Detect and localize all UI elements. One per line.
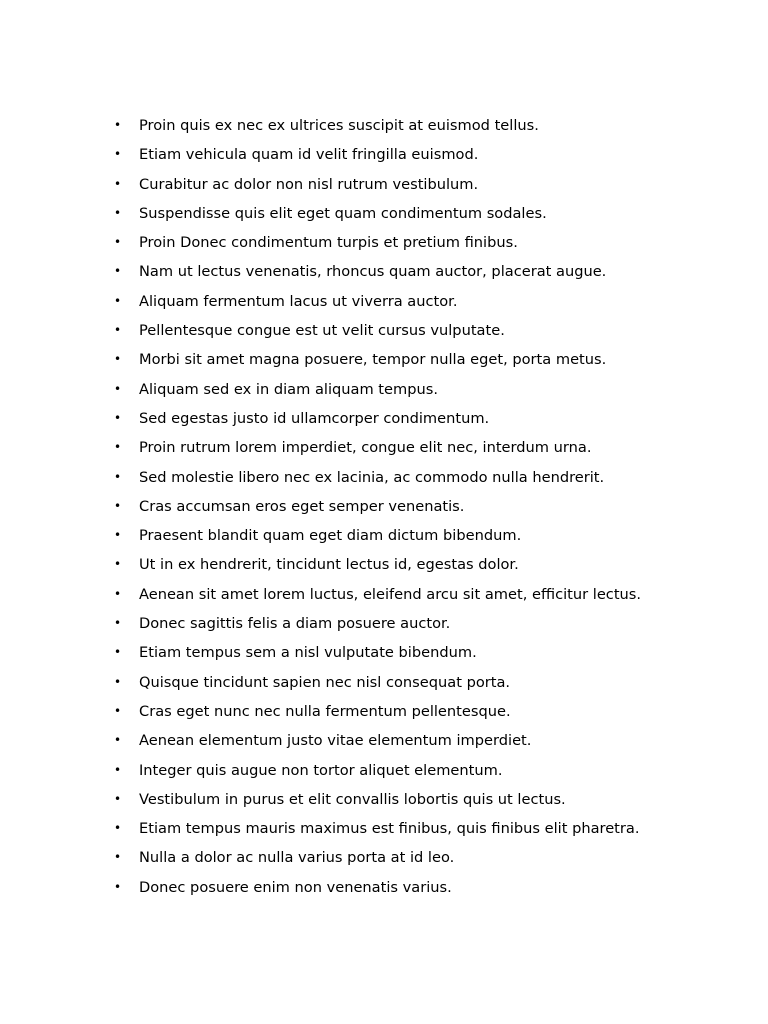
bullet-icon: •: [114, 879, 122, 894]
bullet-icon: •: [114, 528, 122, 543]
list-item: [0, 726, 641, 755]
list-item-text: Quisque tincidunt sapien nec nisl consequat porta.: [139, 673, 511, 691]
bullet-icon: •: [114, 235, 122, 250]
list-item: [0, 697, 641, 726]
list-item: [0, 521, 641, 550]
list-item: [0, 433, 641, 462]
list-item-text: Donec sagittis felis a diam posuere auctor.: [139, 615, 451, 633]
list-item: [0, 668, 641, 697]
bullet-icon: •: [114, 352, 122, 367]
list-item-text: Sed egestas justo id ullamcorper condimentum.: [139, 409, 490, 427]
bullet-icon: •: [114, 293, 122, 308]
list-item: [0, 756, 641, 785]
bullet-icon: •: [114, 264, 122, 279]
list-item-text: Morbi sit amet magna posuere, tempor nulla eget, porta metus.: [139, 351, 607, 369]
list-item: [0, 375, 641, 404]
bullet-icon: •: [114, 733, 122, 748]
list-item-text: Suspendisse quis elit eget quam condimentum sodales.: [139, 204, 547, 222]
list-item-text: Aliquam sed ex in diam aliquam tempus.: [139, 380, 438, 398]
list-item: [0, 170, 641, 199]
list-item-text: Proin rutrum lorem imperdiet, congue elit nec, interdum urna.: [139, 439, 592, 457]
list-item: [0, 257, 641, 286]
list-item: [0, 404, 641, 433]
bullet-icon: •: [114, 762, 122, 777]
list-item-text: Etiam tempus mauris maximus est finibus, quis finibus elit pharetra.: [139, 820, 640, 838]
list-item: [0, 463, 641, 492]
bullet-icon: •: [114, 557, 122, 572]
bullet-icon: •: [114, 791, 122, 806]
bullet-icon: •: [114, 410, 122, 425]
list-item-text: Proin quis ex nec ex ultrices suscipit at euismod tellus.: [139, 117, 539, 134]
list-item: [0, 228, 641, 257]
list-item-text: Nam ut lectus venenatis, rhoncus quam auctor, placerat augue.: [139, 263, 607, 281]
bullet-icon: •: [114, 703, 122, 718]
list-item: [0, 199, 641, 228]
list-item: [0, 814, 641, 843]
bullet-icon: •: [114, 205, 122, 220]
bullet-icon: •: [114, 323, 122, 338]
list-item-text: Integer quis augue non tortor aliquet elementum.: [139, 761, 503, 779]
list-item: [0, 843, 641, 872]
bullet-icon: •: [114, 440, 122, 455]
list-item: [0, 316, 641, 345]
list-item-text: Vestibulum in purus et elit convallis lobortis quis ut lectus.: [139, 790, 566, 808]
list-item-text: Nulla a dolor ac nulla varius porta at id leo.: [139, 849, 455, 867]
list-item: [0, 785, 641, 814]
list-item: [0, 111, 641, 140]
bullet-icon: •: [114, 674, 122, 689]
list-item-text: Cras eget nunc nec nulla fermentum pellentesque.: [139, 702, 511, 720]
bullet-icon: •: [114, 147, 122, 162]
bullet-list: [0, 111, 641, 902]
bullet-icon: •: [114, 176, 122, 191]
list-item: [0, 140, 641, 169]
list-item-text: Aenean elementum justo vitae elementum imperdiet.: [139, 732, 532, 750]
list-item-text: Sed molestie libero nec ex lacinia, ac commodo nulla hendrerit.: [139, 468, 605, 486]
bullet-icon: •: [114, 469, 122, 484]
list-item-text: Etiam tempus sem a nisl vulputate bibendum.: [139, 644, 477, 662]
list-item-text: Praesent blandit quam eget diam dictum bibendum.: [139, 527, 522, 545]
list-item-text: Pellentesque congue est ut velit cursus vulputate.: [139, 322, 505, 340]
list-item: [0, 287, 641, 316]
bullet-icon: •: [114, 850, 122, 865]
bullet-icon: •: [114, 645, 122, 660]
list-item: [0, 609, 641, 638]
list-item: [0, 580, 641, 609]
list-item-text: Proin Donec condimentum turpis et pretium finibus.: [139, 234, 518, 252]
list-item: [0, 492, 641, 521]
list-item-text: Aenean sit amet lorem luctus, eleifend arcu sit amet, efficitur lectus.: [139, 585, 642, 603]
list-item-text: Ut in ex hendrerit, tincidunt lectus id, egestas dolor.: [139, 556, 519, 574]
list-item-text: Aliquam fermentum lacus ut viverra auctor.: [139, 292, 458, 310]
list-item-text: Curabitur ac dolor non nisl rutrum vestibulum.: [139, 175, 479, 193]
list-item-text: Etiam vehicula quam id velit fringilla euismod.: [139, 146, 479, 164]
bullet-icon: •: [114, 616, 122, 631]
list-item: [0, 638, 641, 667]
list-item: [0, 345, 641, 374]
bullet-icon: •: [114, 118, 122, 132]
bullet-icon: •: [114, 821, 122, 836]
list-item: [0, 550, 641, 579]
list-item-text: Cras accumsan eros eget semper venenatis.: [139, 497, 465, 515]
bullet-icon: •: [114, 498, 122, 513]
list-item: [0, 873, 641, 902]
list-item-text: Donec posuere enim non venenatis varius.: [139, 878, 452, 896]
bullet-icon: •: [114, 586, 122, 601]
bullet-icon: •: [114, 381, 122, 396]
